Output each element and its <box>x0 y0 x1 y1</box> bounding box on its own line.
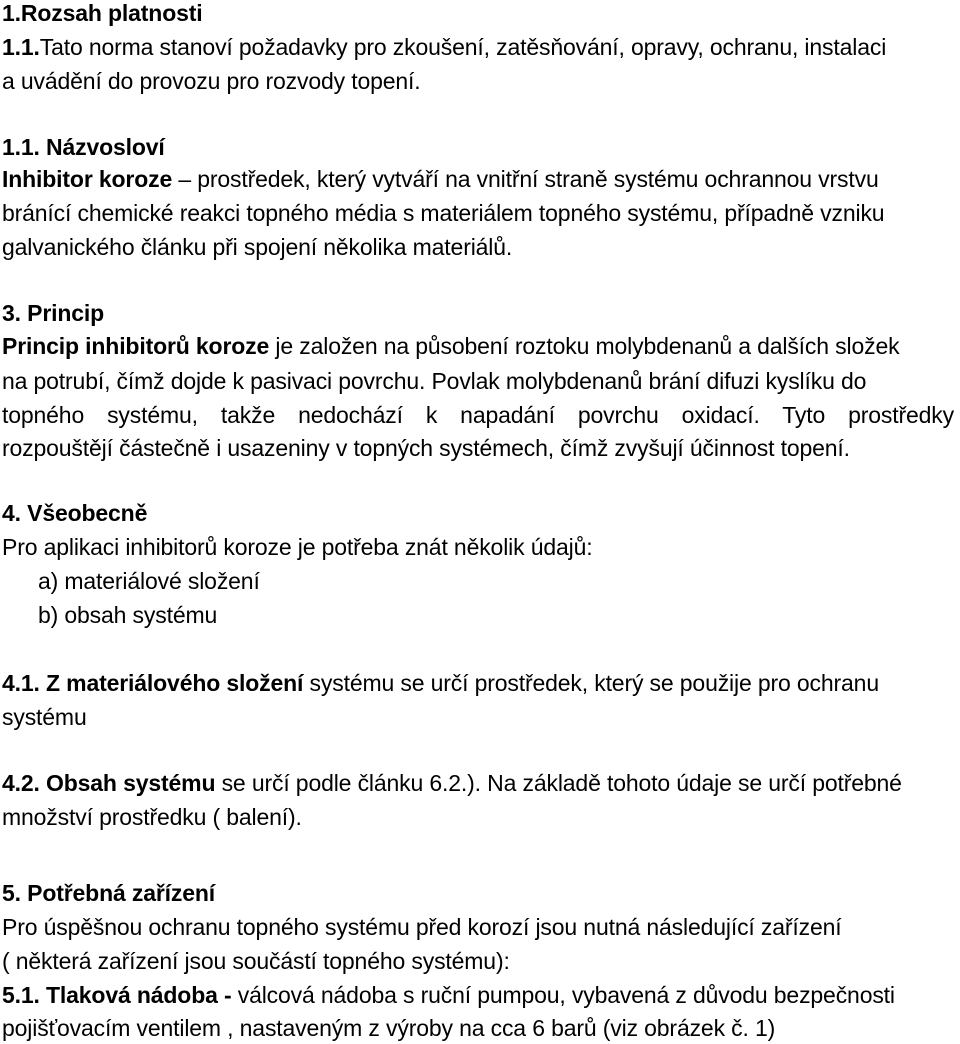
section-4-2-text-1: se určí podle článku 6.2.). Na základě tohoto údaje se určí potřebné <box>215 770 902 796</box>
section-1-1-text-1: Tato norma stanoví požadavky pro zkoušení, zatěsňování, opravy, ochranu, instalaci <box>39 34 887 60</box>
section-5-1-line-2: pojišťovacím ventilem , nastaveným z výroby na cca 6 barů (viz obrázek č. 1) <box>2 1015 776 1041</box>
terminology-text-1: – prostředek, který vytváří na vnitřní straně systému ochrannou vrstvu <box>172 166 879 192</box>
section-4-1-text-1: systému se určí prostředek, který se použije pro ochranu <box>303 670 879 696</box>
section-5-1-lead: 5.1. Tlaková nádoba - <box>2 982 232 1008</box>
section-1-1-number: 1.1. <box>2 34 40 60</box>
terminology-heading: 1.1. Názvosloví <box>2 134 165 160</box>
section-4-2-line-1 <box>2 768 902 798</box>
terminology-line-3: galvanického článku při spojení několika materiálů. <box>2 234 513 260</box>
general-item-a: a) materiálové složení <box>38 568 260 594</box>
principle-line-1 <box>2 331 899 361</box>
principle-line-3: topného systému, takže nedochází k napadání povrchu oxidací. Tyto prostředky <box>2 402 954 428</box>
equipment-line-2: ( některá zařízení jsou součástí topného systému): <box>2 948 510 974</box>
section-5-1-line-1 <box>2 980 895 1010</box>
section-4-1-lead: 4.1. Z materiálového složení <box>2 670 304 696</box>
section-4-2-lead: 4.2. Obsah systému <box>2 770 216 796</box>
equipment-line-1: Pro úspěšnou ochranu topného systému před korozí jsou nutná následující zařízení <box>2 914 842 940</box>
general-item-b: b) obsah systému <box>38 602 218 628</box>
section-4-1-line-2: systému <box>2 704 87 730</box>
section-1-1-line-2: a uvádění do provozu pro rozvody topení. <box>2 68 421 94</box>
terminology-term: Inhibitor koroze <box>2 166 173 192</box>
general-intro: Pro aplikaci inhibitorů koroze je potřeba znát několik údajů: <box>2 534 593 560</box>
terminology-line-2: bránící chemické reakci topného média s materiálem topného systému, případně vzniku <box>2 200 885 226</box>
principle-term: Princip inhibitorů koroze <box>2 333 270 359</box>
principle-text-1: je založen na působení roztoku molybdenanů a dalších složek <box>269 333 900 359</box>
section-1-1-line-1 <box>2 32 886 62</box>
principle-line-4: rozpouštějí částečně i usazeniny v topných systémech, čímž zvyšují účinnost topení. <box>2 435 850 461</box>
principle-heading: 3. Princip <box>2 300 105 326</box>
terminology-line-1 <box>2 164 879 194</box>
equipment-heading: 5. Potřebná zařízení <box>2 880 216 906</box>
general-heading: 4. Všeobecně <box>2 500 148 526</box>
section-4-2-line-2: množství prostředku ( balení). <box>2 804 302 830</box>
section-1-heading: 1.Rozsah platnosti <box>2 0 203 26</box>
principle-line-2: na potrubí, čímž dojde k pasivaci povrchu. Povlak molybdenanů brání difuzi kyslíku do <box>2 368 867 394</box>
section-4-1-line-1 <box>2 668 879 698</box>
section-5-1-text-1: válcová nádoba s ruční pumpou, vybavená z důvodu bezpečnosti <box>231 982 895 1008</box>
